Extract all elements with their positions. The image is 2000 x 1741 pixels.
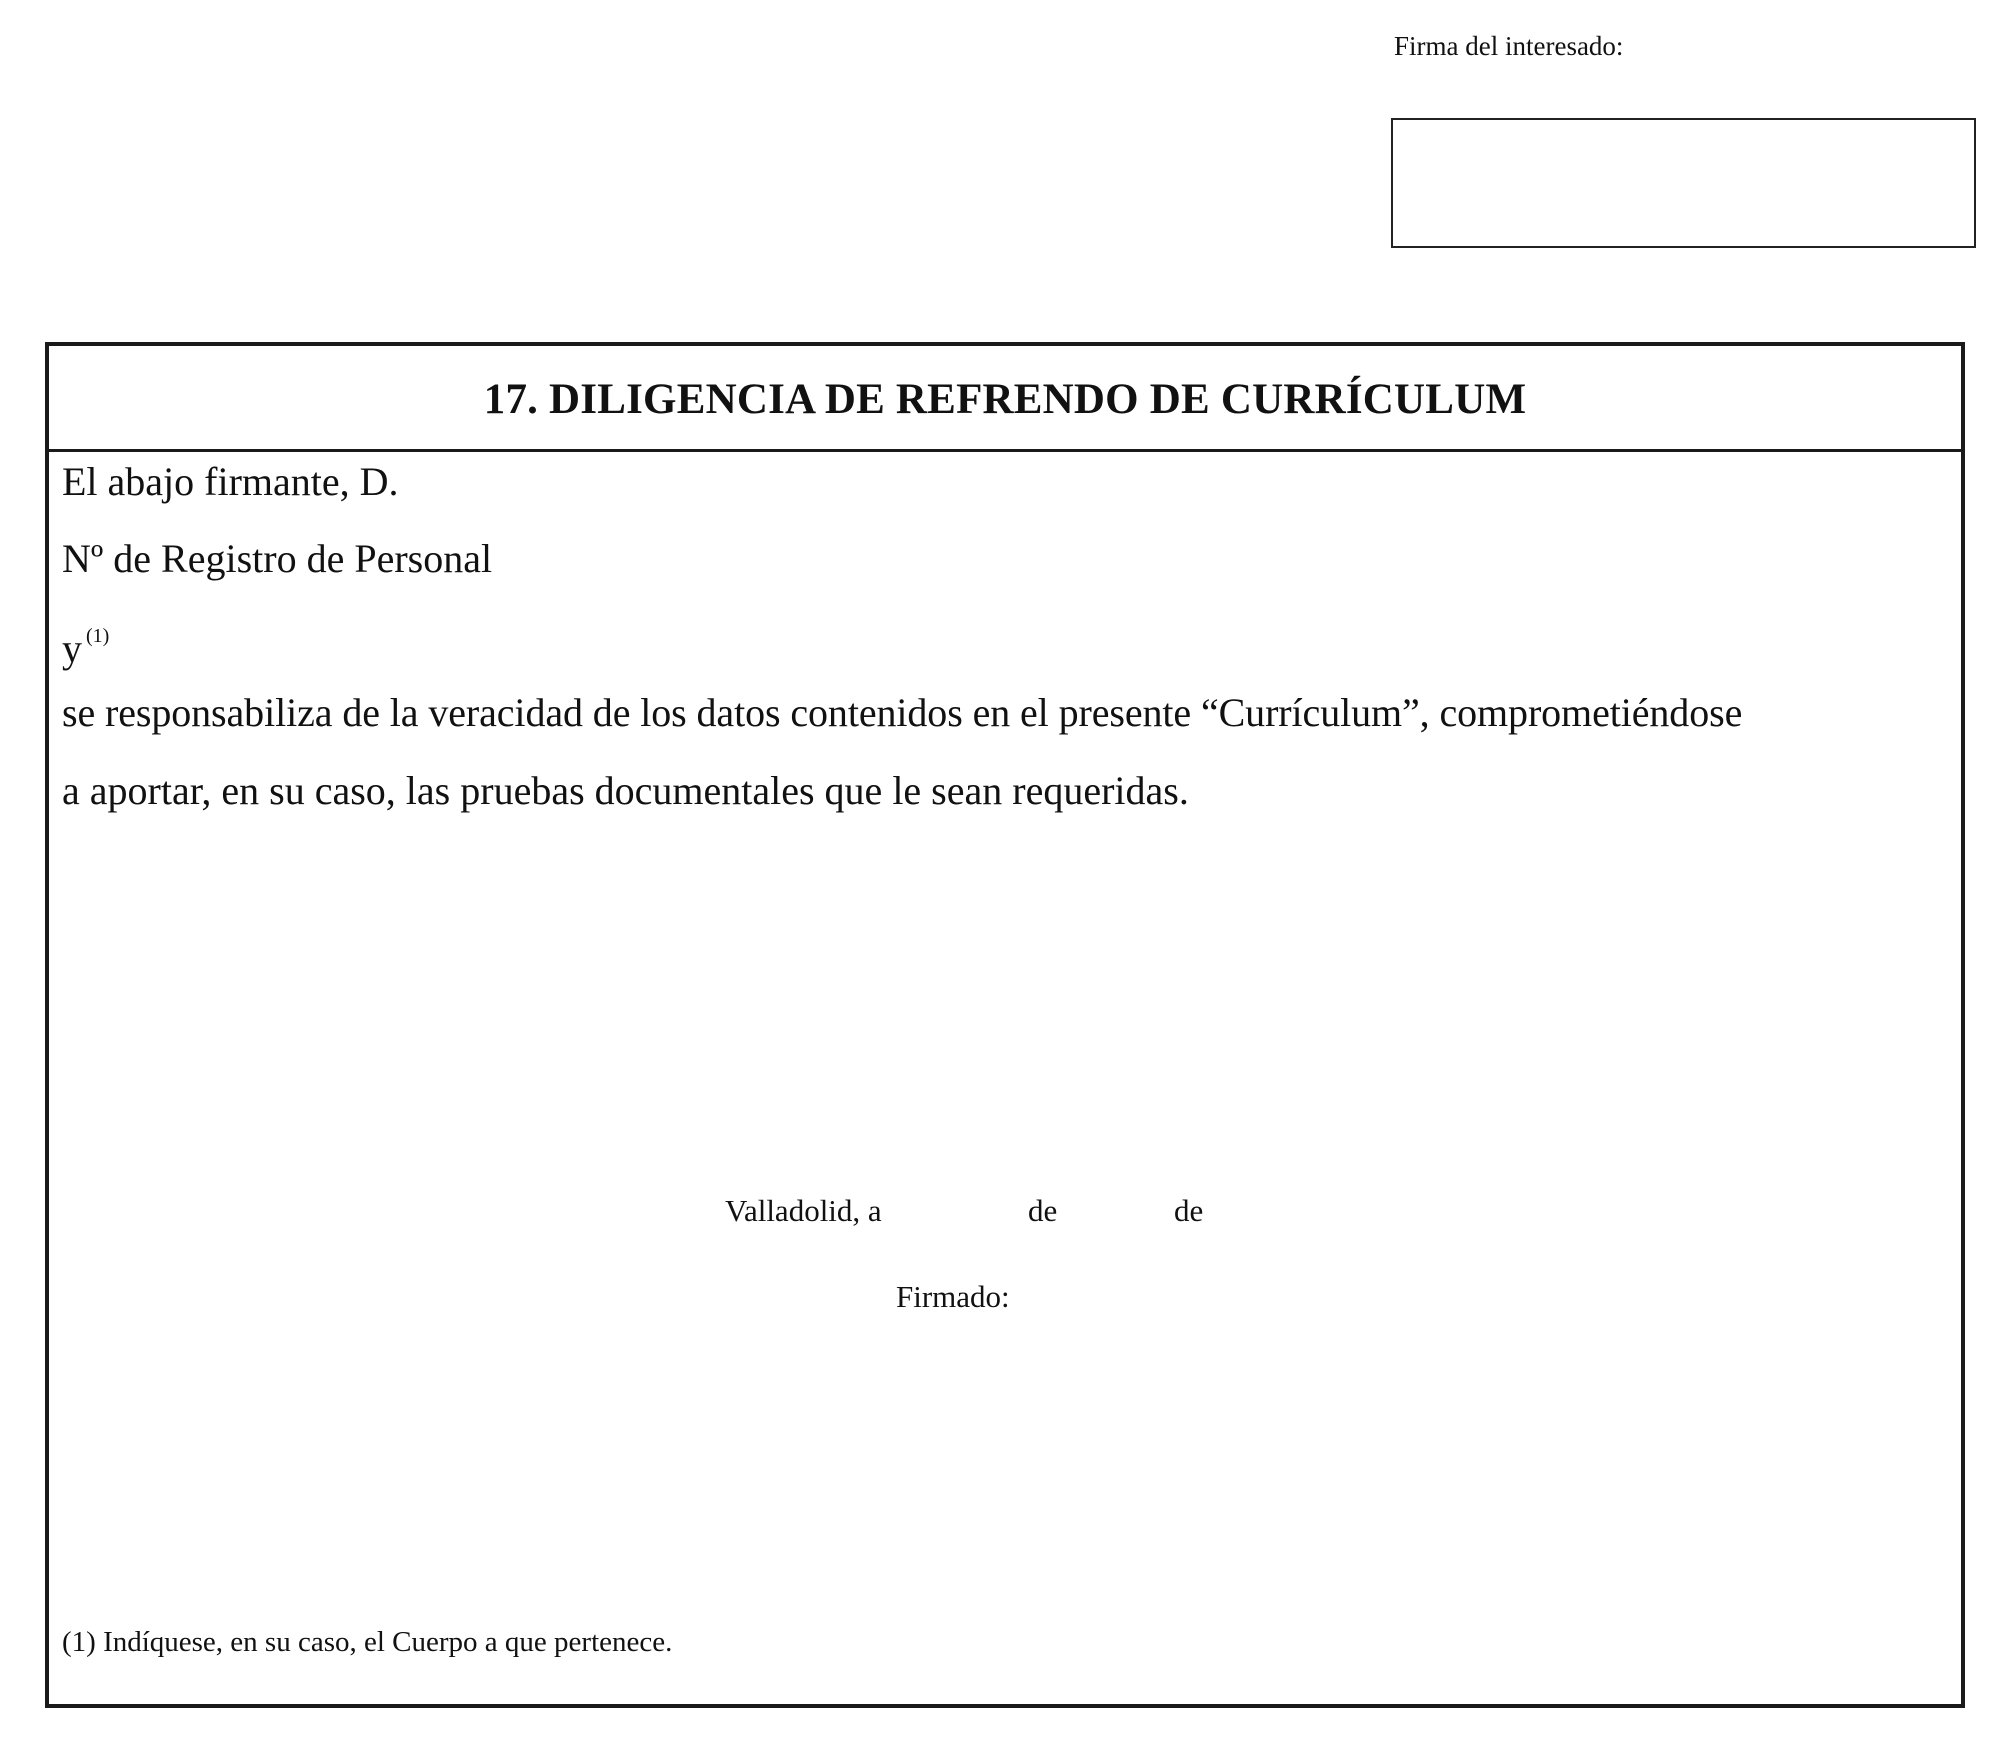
corps-line-text: y	[62, 626, 82, 671]
date-de-2: de	[1174, 1193, 1204, 1228]
form-title: 17. DILIGENCIA DE REFRENDO DE CURRÍCULUM	[483, 376, 1527, 423]
date-de-1: de	[1028, 1193, 1058, 1228]
signatory-name-line: El abajo firmante, D.	[62, 459, 399, 504]
declaration-line-2: a aportar, en su caso, las pruebas documentales que le sean requeridas.	[62, 768, 1189, 813]
form-header	[49, 346, 1961, 452]
footnote-marker: (1)	[86, 625, 110, 647]
declaration-line-1: se responsabiliza de la veracidad de los datos contenidos en el presente “Currículum”, comprometiéndose	[62, 690, 1743, 735]
signature-box[interactable]	[1391, 118, 1976, 248]
curriculum-endorsement-form	[45, 342, 1965, 1708]
signature-label: Firma del interesado:	[1394, 31, 1624, 61]
signed-label: Firmado:	[896, 1279, 1010, 1314]
footnote: (1) Indíquese, en su caso, el Cuerpo a que pertenece.	[62, 1626, 673, 1658]
place-city: Valladolid, a	[725, 1193, 882, 1228]
corps-line	[62, 612, 109, 673]
personnel-registry-line: Nº de Registro de Personal	[62, 536, 493, 581]
